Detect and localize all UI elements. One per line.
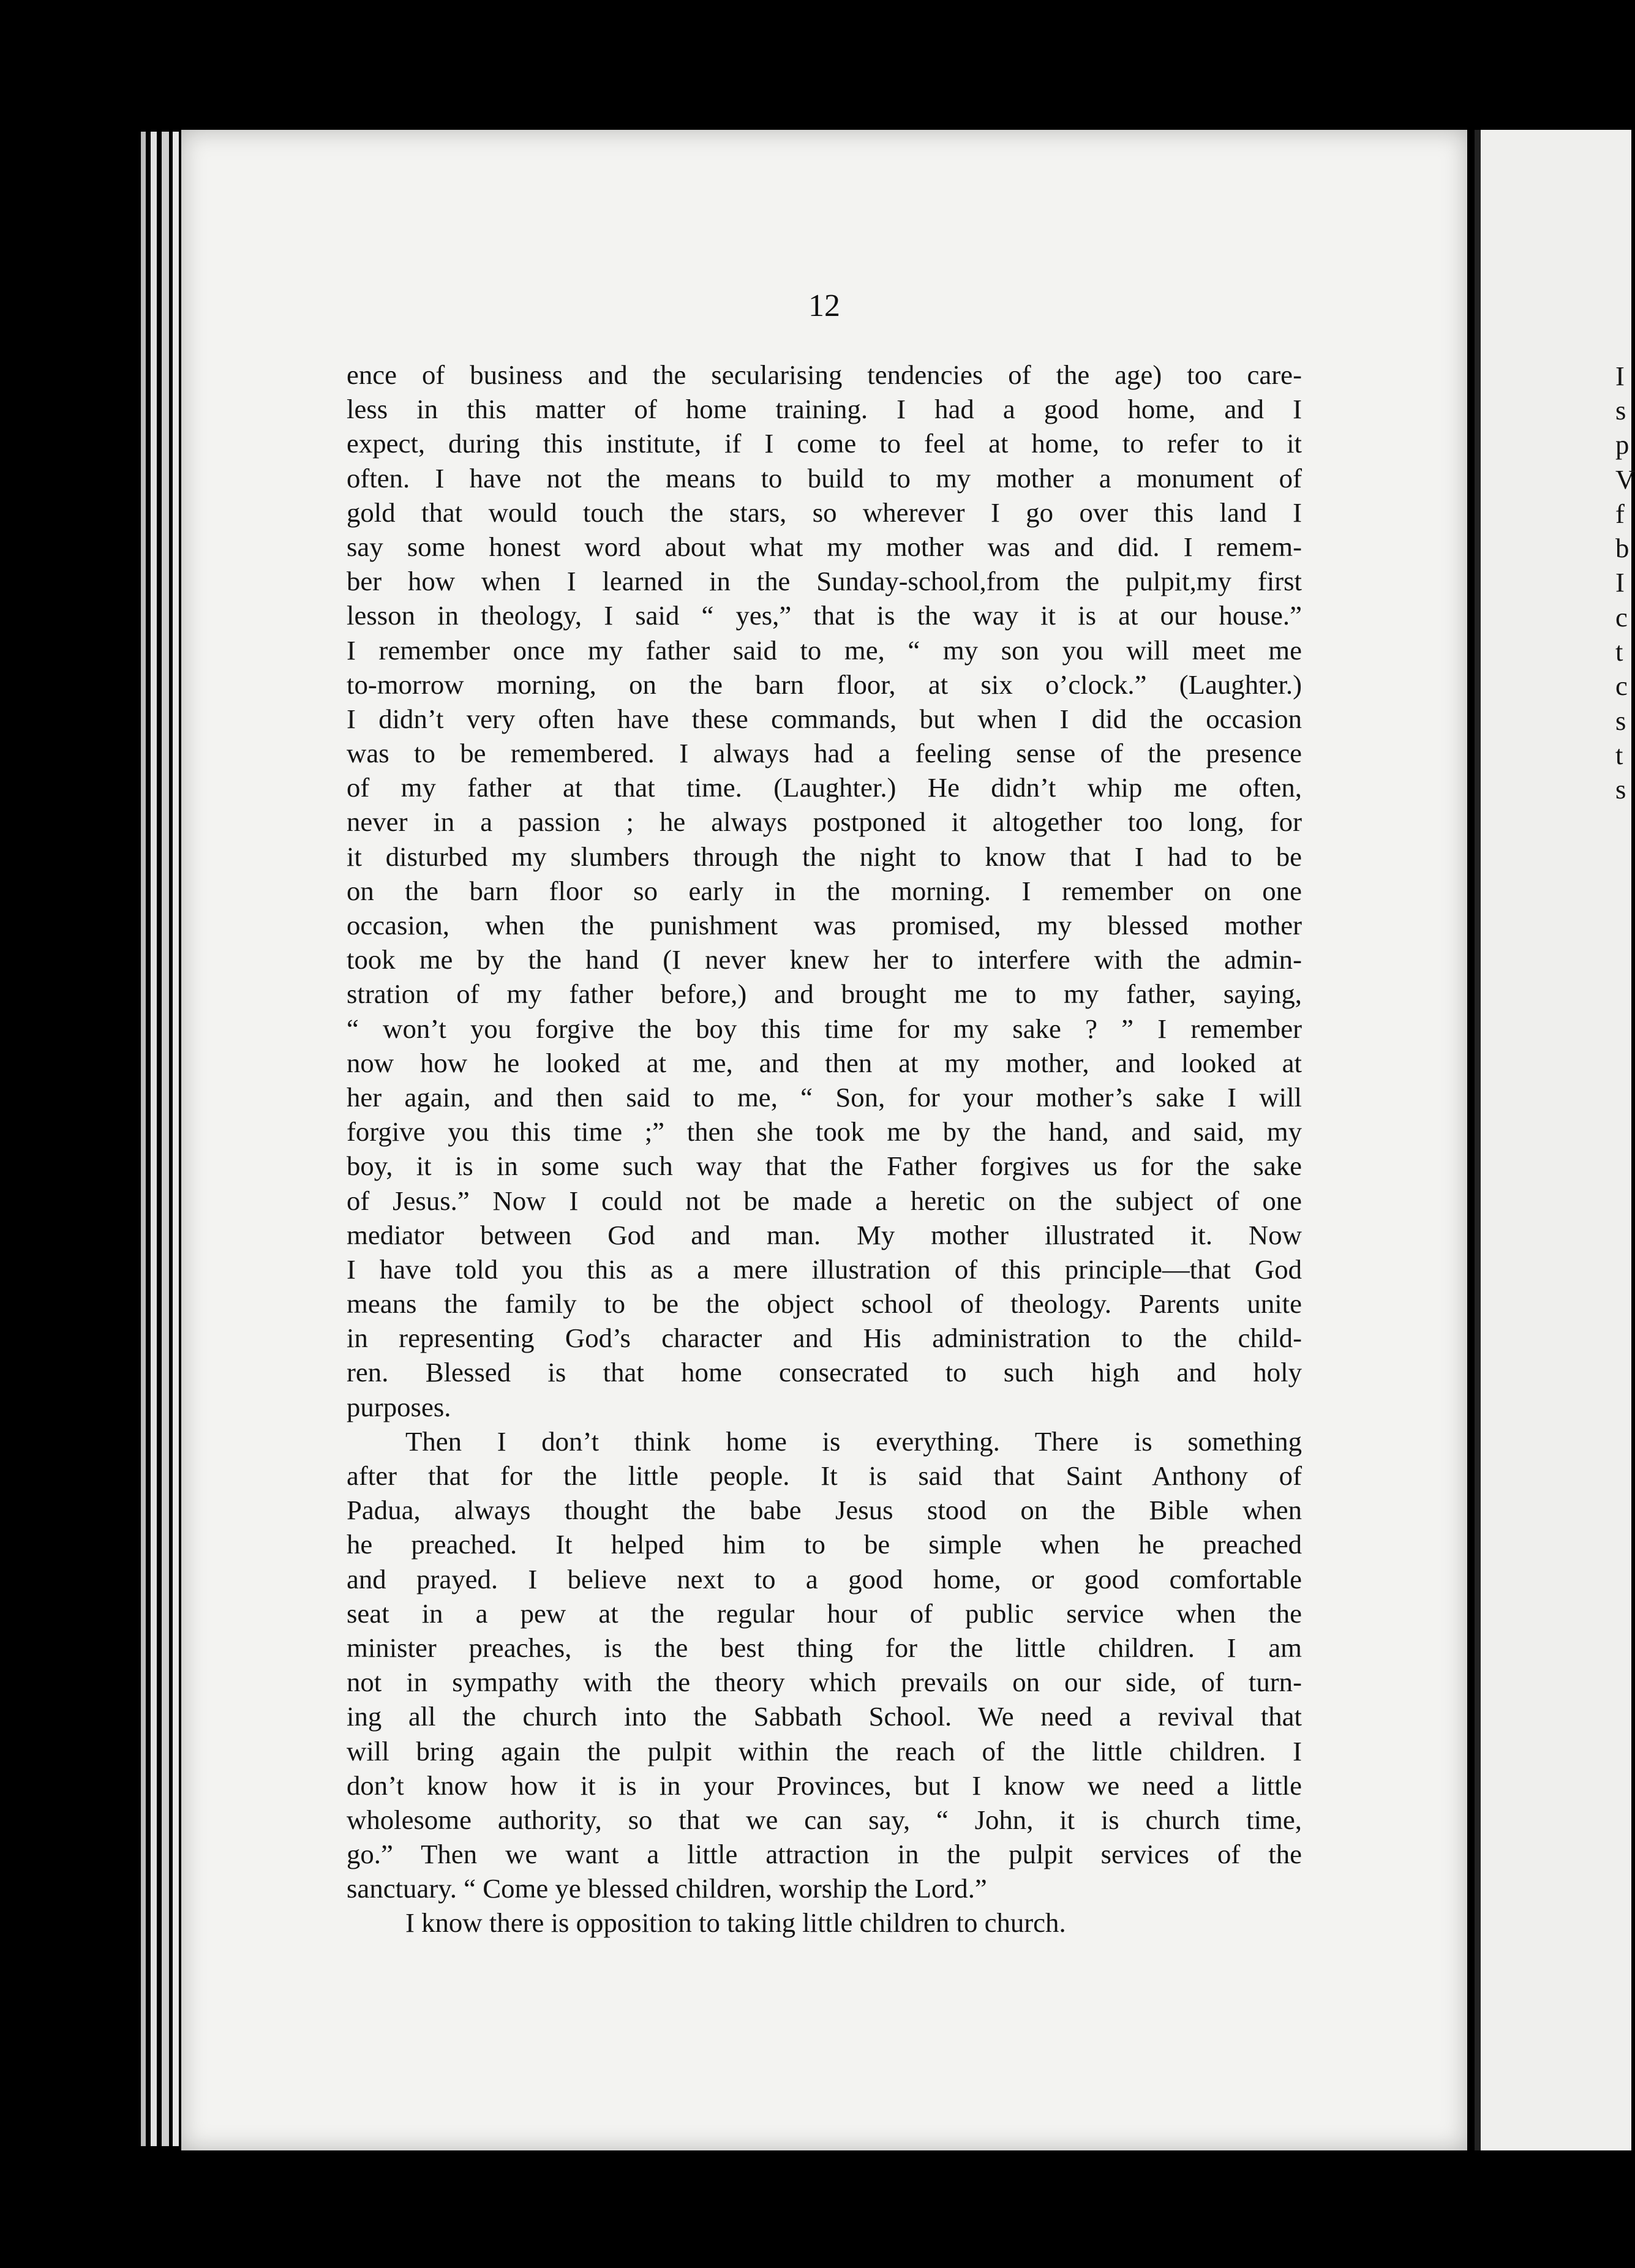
next-page-char: s bbox=[1615, 395, 1626, 426]
next-page-char: b bbox=[1615, 533, 1629, 563]
next-page-char: p bbox=[1615, 429, 1629, 460]
text-line: expect, during this institute, if I come to feel at home, to refer to it bbox=[347, 428, 1302, 459]
text-line: less in this matter of home training. I had a good home, and I bbox=[347, 394, 1302, 425]
text-line: never in a passion ; he always postponed it altogether too long, for bbox=[347, 806, 1302, 838]
text-line: go.” Then we want a little attraction in the pulpit services of the bbox=[347, 1839, 1302, 1870]
text-line: I have told you this as a mere illustration of this principle—that God bbox=[347, 1253, 1302, 1285]
next-page-char: t bbox=[1615, 636, 1623, 667]
text-line: now how he looked at me, and then at my mother, and looked at bbox=[347, 1047, 1302, 1078]
text-line: means the family to be the object school of theology. Parents unite bbox=[347, 1288, 1302, 1320]
next-page-char: c bbox=[1615, 670, 1628, 701]
text-line: ing all the church into the Sabbath School. We need a revival that bbox=[347, 1701, 1302, 1732]
text-line: stration of my father before,) and brought me to my father, saying, bbox=[347, 978, 1302, 1010]
text-line: often. I have not the means to build to my mother a monument of bbox=[347, 462, 1302, 494]
text-line: Then I don’t think home is everything. There is something bbox=[405, 1425, 1302, 1457]
next-page-char: I bbox=[1615, 567, 1625, 598]
page-text bbox=[347, 358, 1302, 1940]
text-line: took me by the hand (I never knew her to interfere with the admin- bbox=[347, 944, 1302, 975]
text-line: her again, and then said to me, “ Son, for your mother’s sake I will bbox=[347, 1081, 1302, 1113]
text-line: gold that would touch the stars, so wherever I go over this land I bbox=[347, 497, 1302, 528]
text-line: in representing God’s character and His administration to the child- bbox=[347, 1323, 1302, 1354]
next-page-char: f bbox=[1615, 498, 1625, 529]
text-line: he preached. It helped him to be simple when he preached bbox=[347, 1529, 1302, 1560]
book-edge bbox=[141, 132, 146, 2146]
text-line: will bring again the pulpit within the reach of the little children. I bbox=[347, 1735, 1302, 1767]
text-line: ren. Blessed is that home consecrated to such high and holy bbox=[347, 1357, 1302, 1388]
text-line: occasion, when the punishment was promised, my blessed mother bbox=[347, 910, 1302, 941]
text-line: sanctuary. “ Come ye blessed children, worship the Lord.” bbox=[347, 1873, 987, 1904]
text-line: say some honest word about what my mother was and did. I remem- bbox=[347, 531, 1302, 562]
text-line: on the barn floor so early in the morning. I remember on one bbox=[347, 875, 1302, 906]
text-line: of Jesus.” Now I could not be made a heretic on the subject of one bbox=[347, 1185, 1302, 1216]
text-line: forgive you this time ;” then she took me by the hand, and said, my bbox=[347, 1116, 1302, 1147]
text-line: it disturbed my slumbers through the night to know that I had to be bbox=[347, 841, 1302, 872]
text-line: I know there is opposition to taking little children to church. bbox=[405, 1907, 1066, 1939]
book-edge bbox=[173, 132, 179, 2146]
book-page bbox=[181, 130, 1467, 2150]
text-line: “ won’t you forgive the boy this time for my sake ? ” I remember bbox=[347, 1013, 1302, 1044]
text-line: and prayed. I believe next to a good home, or good comfortable bbox=[347, 1563, 1302, 1594]
text-line: of my father at that time. (Laughter.) He didn’t whip me often, bbox=[347, 772, 1302, 803]
next-page-char: s bbox=[1615, 705, 1626, 736]
text-line: purposes. bbox=[347, 1391, 451, 1422]
text-line: mediator between God and man. My mother illustrated it. Now bbox=[347, 1219, 1302, 1250]
text-line: lesson in theology, I said “ yes,” that is the way it is at our house.” bbox=[347, 600, 1302, 631]
text-line: was to be remembered. I always had a feeling sense of the presence bbox=[347, 738, 1302, 769]
text-line: seat in a pew at the regular hour of public service when the bbox=[347, 1598, 1302, 1629]
next-page-char: s bbox=[1615, 774, 1626, 805]
text-line: I remember once my father said to me, “ my son you will meet me bbox=[347, 634, 1302, 666]
next-page-char: I bbox=[1615, 361, 1625, 391]
text-line: Padua, always thought the babe Jesus stood on the Bible when bbox=[347, 1495, 1302, 1526]
text-line: wholesome authority, so that we can say, “ John, it is church time, bbox=[347, 1804, 1302, 1835]
next-page-char: V bbox=[1615, 464, 1635, 495]
page-gutter bbox=[1475, 130, 1481, 2150]
text-line: to-morrow morning, on the barn floor, at six o’clock.” (Laughter.) bbox=[347, 669, 1302, 700]
text-line: minister preaches, is the best thing for the little children. I am bbox=[347, 1632, 1302, 1663]
page-number: 12 bbox=[808, 288, 840, 323]
text-line: don’t know how it is in your Provinces, but I know we need a little bbox=[347, 1770, 1302, 1801]
text-line: boy, it is in some such way that the Father forgives us for the sake bbox=[347, 1151, 1302, 1182]
book-edge bbox=[151, 132, 157, 2146]
next-page-edge bbox=[1475, 130, 1635, 2150]
next-page-char: t bbox=[1615, 740, 1623, 770]
next-page-char: c bbox=[1615, 602, 1628, 633]
text-line: I didn’t very often have these commands, but when I did the occasion bbox=[347, 703, 1302, 734]
text-line: after that for the little people. It is said that Saint Anthony of bbox=[347, 1460, 1302, 1491]
text-line: ence of business and the secularising tendencies of the age) too care- bbox=[347, 359, 1302, 390]
book-edge bbox=[162, 132, 169, 2146]
text-line: ber how when I learned in the Sunday-school,from the pulpit,my first bbox=[347, 566, 1302, 597]
text-line: not in sympathy with the theory which prevails on our side, of turn- bbox=[347, 1667, 1302, 1698]
